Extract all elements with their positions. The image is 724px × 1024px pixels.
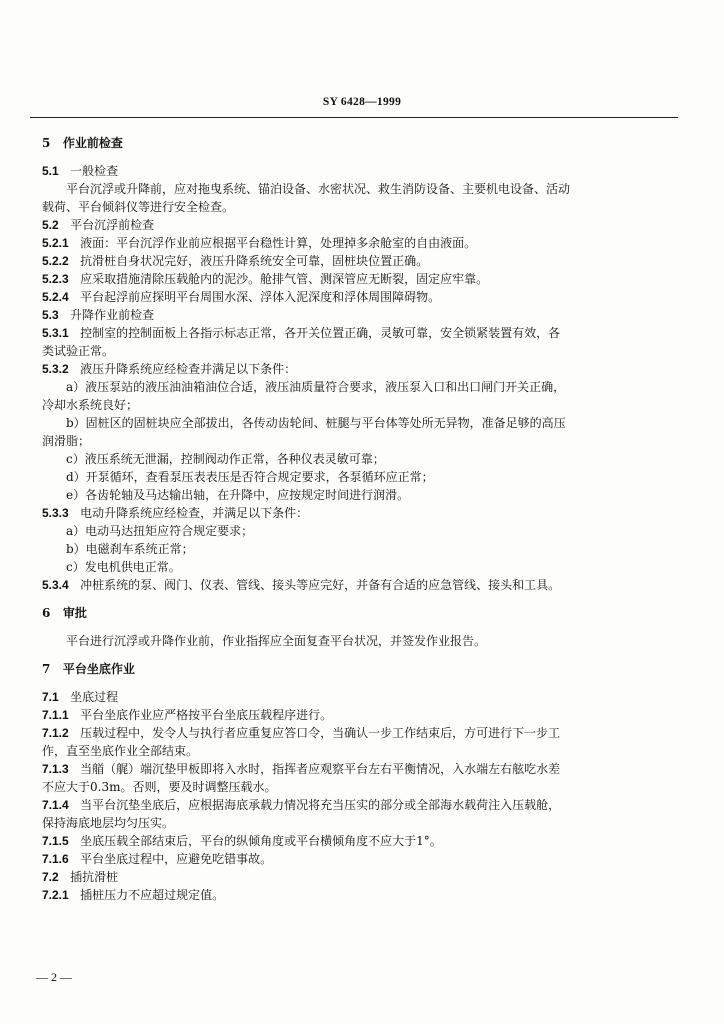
clause-7-1-1 [42, 706, 652, 724]
clause-5-2-heading [42, 216, 652, 234]
clause-title: 坐底过程 [70, 690, 119, 704]
list-item-b: b）电磁刹车系统正常； [66, 542, 194, 556]
list-item-b: b）固桩区的固桩块应全部拔出，各传动齿轮间、桩腿与平台体等处所无异物，准备足够的高压 [66, 416, 566, 430]
clause-7-1-6 [42, 850, 652, 868]
clause-7-1-3 [42, 760, 652, 778]
clause-5-2-1 [42, 234, 652, 252]
clause-number: 5.3 [42, 308, 59, 322]
clause-5-3-4 [42, 576, 652, 594]
clause-number: 5.3.3 [42, 506, 69, 520]
page-header: SY 6428—1999 [322, 96, 402, 108]
clause-number: 7.1.6 [42, 852, 69, 866]
clause-title: 一般检查 [70, 164, 119, 178]
clause-7-1-5 [42, 832, 652, 850]
clause-title: 平台沉浮前检查 [70, 218, 155, 232]
clause-number: 7.1.4 [42, 798, 69, 812]
clause-text: 压载过程中，发令人与执行者应重复应答口令，当确认一步工作结束后，方可进行下一步工 [80, 726, 561, 740]
section-6-text: 平台进行沉浮或升降作业前，作业指挥应全面复查平台状况，并签发作业报告。 [66, 634, 487, 648]
section-number: 7 [42, 662, 51, 676]
list-item-b-cont: 润滑脂； [42, 434, 91, 448]
clause-5-2-4 [42, 288, 652, 306]
clause-number: 5.2.3 [42, 272, 69, 286]
clause-number: 5.3.4 [42, 578, 69, 592]
section-title: 平台坐底作业 [62, 662, 135, 676]
clause-7-2-1 [42, 886, 652, 904]
clause-5-3-heading [42, 306, 652, 324]
clause-number: 7.1.1 [42, 708, 69, 722]
section-title: 审批 [62, 606, 87, 620]
list-item-a-cont: 冷却水系统良好； [42, 398, 139, 412]
clause-text: 当平台沉垫坐底后，应根据海底承载力情况将充当压实的部分或全部海水载荷注入压载舱， [80, 798, 561, 812]
clause-7-1-3-cont: 不应大于0.3m。否则，要及时调整压载水。 [42, 780, 277, 794]
clause-number: 5.2.2 [42, 254, 69, 268]
clause-5-2-3 [42, 270, 652, 288]
clause-text: 冲桩系统的泵、阀门、仪表、管线、接头等应完好，并备有合适的应急管线、接头和工具。 [80, 578, 561, 592]
list-item-a: a）液压泵站的液压油油箱油位合适，液压油质量符合要求，液压泵入口和出口闸门开关正确， [66, 380, 566, 394]
clause-5-1-heading [42, 162, 652, 180]
clause-7-1-4 [42, 796, 652, 814]
section-number: 5 [42, 136, 51, 150]
clause-7-2-heading [42, 868, 652, 886]
clause-number: 5.2.4 [42, 290, 69, 304]
clause-number: 7.1 [42, 690, 59, 704]
clause-text: 平台坐底作业应严格按平台坐底压载程序进行。 [80, 708, 333, 722]
clause-number: 5.2.1 [42, 236, 69, 250]
clause-number: 7.2.1 [42, 888, 69, 902]
clause-number: 7.1.3 [42, 762, 69, 776]
clause-5-2-2 [42, 252, 652, 270]
clause-text: 液面：平台沉浮作业前应根据平台稳性计算，处理掉多余舱室的自由液面。 [80, 236, 477, 250]
clause-5-1-text: 平台沉浮或升降前，应对拖曳系统、锚泊设备、水密状况、救生消防设备、主要机电设备、活动 [66, 182, 571, 196]
list-item-c: c）发电机供电正常。 [66, 560, 181, 574]
clause-5-3-1-cont: 类试验正常。 [42, 344, 115, 358]
clause-5-3-3 [42, 504, 652, 522]
clause-text: 平台坐底过程中，应避免吃错事故。 [80, 852, 273, 866]
clause-number: 5.1 [42, 164, 59, 178]
clause-text: 抗滑桩自身状况完好，液压升降系统安全可靠，固桩块位置正确。 [80, 254, 429, 268]
clause-number: 5.2 [42, 218, 59, 232]
clause-title: 升降作业前检查 [70, 308, 155, 322]
section-6-heading [42, 604, 652, 622]
clause-number: 7.2 [42, 870, 59, 884]
clause-5-3-2 [42, 360, 652, 378]
clause-5-1-text-cont: 载荷、平台倾斜仪等进行安全检查。 [42, 200, 235, 214]
clause-text: 液压升降系统应经检查并满足以下条件： [80, 362, 297, 376]
section-title: 作业前检查 [62, 136, 123, 150]
clause-7-1-2 [42, 724, 652, 742]
clause-number: 7.1.2 [42, 726, 69, 740]
clause-7-1-heading [42, 688, 652, 706]
clause-text: 坐底压载全部结束后，平台的纵倾角度或平台横倾角度不应大于1°。 [80, 834, 442, 848]
list-item-c: c）液压系统无泄漏，控制阀动作正常，各种仪表灵敏可靠； [66, 452, 385, 466]
clause-title: 插抗滑桩 [70, 870, 119, 884]
list-item-a: a）电动马达扭矩应符合规定要求； [66, 524, 254, 538]
clause-text: 电动升降系统应经检查，并满足以下条件： [80, 506, 309, 520]
clause-number: 7.1.5 [42, 834, 69, 848]
clause-text: 当艏（艉）端沉垫甲板即将入水时，指挥者应观察平台左右平衡情况，入水端左右舷吃水差 [80, 762, 561, 776]
page-number: — 2 — [36, 970, 72, 984]
list-item-d: d）开泵循环，查看泵压表表压是否符合规定要求，各泵循环应正常； [66, 470, 434, 484]
clause-7-1-4-cont: 保持海底地层均匀压实。 [42, 816, 175, 830]
clause-7-1-2-cont: 作，直至坐底作业全部结束。 [42, 744, 199, 758]
section-5-heading [42, 134, 652, 152]
clause-number: 5.3.2 [42, 362, 69, 376]
clause-text: 应采取措施清除压载舱内的泥沙。舱排气管、测深管应无断裂，固定应牢靠。 [80, 272, 489, 286]
clause-text: 控制室的控制面板上各指示标志正常，各开关位置正确，灵敏可靠，安全锁紧装置有效，各 [80, 326, 561, 340]
section-7-heading [42, 660, 652, 678]
list-item-e: e）各齿轮轴及马达输出轴，在升降中，应按规定时间进行润滑。 [66, 488, 410, 502]
section-number: 6 [42, 606, 51, 620]
clause-text: 插桩压力不应超过规定值。 [80, 888, 225, 902]
document-body [42, 134, 652, 904]
clause-number: 5.3.1 [42, 326, 69, 340]
clause-text: 平台起浮前应探明平台周围水深、浮体入泥深度和浮体周围障碍物。 [80, 290, 441, 304]
header-rule [30, 117, 678, 118]
clause-5-3-1 [42, 324, 652, 342]
